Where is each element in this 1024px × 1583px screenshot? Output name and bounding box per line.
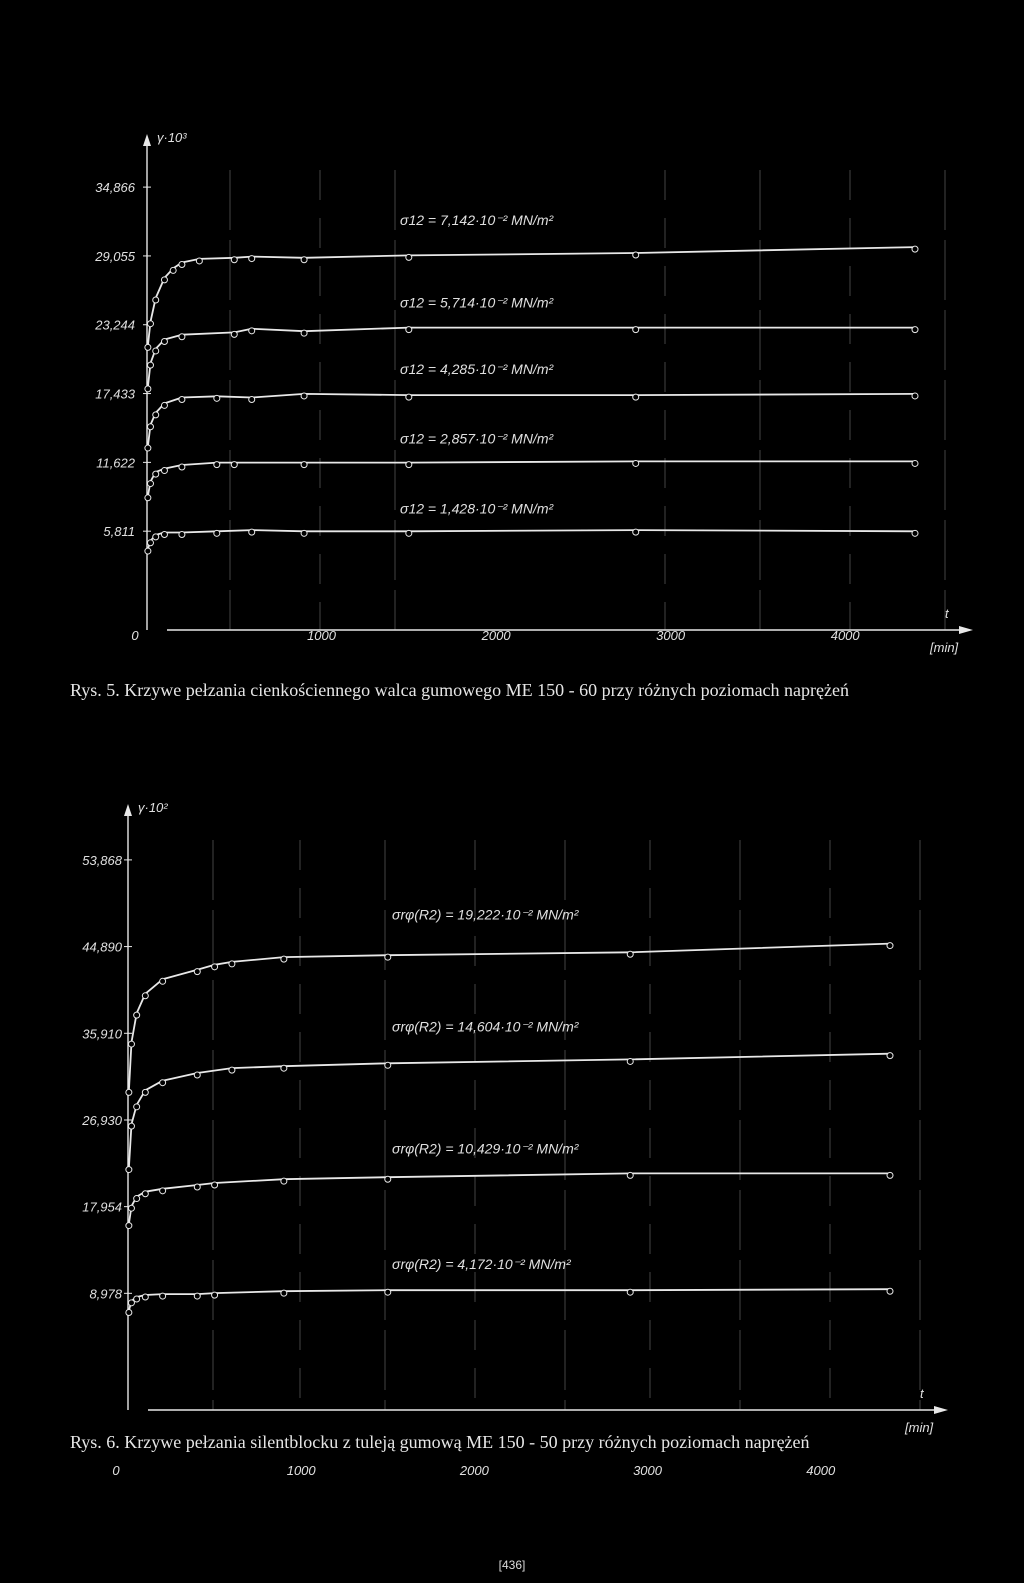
data-point [385,1062,391,1068]
x-axis-unit: [min] [905,1420,934,1435]
x-tick-label: 3000 [633,1463,663,1478]
data-point [912,246,918,252]
data-point [231,257,237,263]
data-point [147,321,153,327]
y-tick-label: 34,866 [95,180,135,196]
data-point [153,534,159,540]
data-point [212,1182,218,1188]
data-point [194,969,200,975]
data-point [134,1012,140,1018]
data-point [249,328,255,334]
data-point [231,331,237,337]
data-point [249,397,255,403]
data-point [633,460,639,466]
data-point [406,254,412,260]
data-point [161,402,167,408]
data-point [912,530,918,536]
data-point [179,334,185,340]
data-point [249,256,255,262]
series-line-4 [148,461,915,495]
caption-rys-5: Rys. 5. Krzywe pełzania cienkościennego walca gumowego ME 150 - 60 przy różnych poziomach naprężeń [70,680,850,700]
x-axis-arrow [934,1406,948,1414]
series-label-3: σrφ(R2) = 10,429·10⁻² MN/m² [392,1140,579,1157]
x-tick-label: 2000 [459,1463,489,1478]
y-tick-label: 5,811 [103,524,135,540]
data-point [194,1293,200,1299]
data-point [179,262,185,268]
data-point [406,327,412,333]
data-point [160,978,166,984]
data-point [179,397,185,403]
data-point [627,1289,633,1295]
data-point [147,481,153,487]
data-point [301,530,307,536]
data-point [887,943,893,949]
data-point [281,956,287,962]
data-point [194,1184,200,1190]
caption-rys-6: Rys. 6. Krzywe pełzania silentblocku z tuleją gumową ME 150 - 50 przy różnych poziomach naprężeń [70,1432,810,1452]
data-point [627,1058,633,1064]
data-point [633,327,639,333]
y-tick-label: 26,930 [82,1112,122,1128]
x-axis-label: t [945,606,949,621]
series-label-1: σ12 = 7,142·10⁻² MN/m² [400,212,554,229]
data-point [385,1289,391,1295]
data-point [912,460,918,466]
y-tick-label: 35,910 [82,1026,122,1042]
y-tick-label: 8,978 [89,1286,122,1302]
data-point [212,1292,218,1298]
data-point [301,330,307,336]
data-point [160,1080,166,1086]
data-point [633,529,639,535]
data-point [385,1176,391,1182]
data-point [385,954,391,960]
x-tick-label: 2000 [481,628,511,643]
x-axis-label: t [920,1386,924,1401]
data-point [161,468,167,474]
x-axis-unit: [min] [930,640,959,655]
data-point [160,1188,166,1194]
data-point [301,393,307,399]
data-point [281,1065,287,1071]
data-point [194,1072,200,1078]
series-label-4: σ12 = 2,857·10⁻² MN/m² [400,430,554,447]
data-point [627,951,633,957]
x-axis-arrow [959,626,973,634]
data-point [128,1205,134,1211]
data-point [249,529,255,535]
series-line-4 [129,1289,890,1310]
data-point [147,362,153,368]
data-point [142,1191,148,1197]
data-point [887,1172,893,1178]
x-tick-label: 4000 [806,1463,836,1478]
data-point [145,386,151,392]
y-axis-label: γ·10² [138,800,168,815]
data-point [134,1196,140,1202]
series-label-4: σrφ(R2) = 4,172·10⁻² MN/m² [392,1256,571,1273]
data-point [406,530,412,536]
series-label-5: σ12 = 1,428·10⁻² MN/m² [400,500,554,517]
data-point [406,394,412,400]
chart-rys-5 [0,0,1024,680]
series-line-2 [148,328,915,387]
series-label-1: σrφ(R2) = 19,222·10⁻² MN/m² [392,906,579,923]
data-point [229,961,235,967]
data-point [153,412,159,418]
data-point [126,1223,132,1229]
y-tick-label: 23,244 [95,317,135,333]
data-point [161,532,167,538]
data-point [153,297,159,303]
data-point [128,1041,134,1047]
data-point [145,495,151,501]
x-tick-label: 0 [131,628,139,643]
page-number: [436] [498,1558,526,1572]
data-point [142,993,148,999]
x-tick-label: 1000 [286,1463,316,1478]
data-point [627,1172,633,1178]
data-point [153,471,159,477]
data-point [161,277,167,283]
y-axis-label: γ·10³ [157,130,187,145]
y-tick-label: 29,055 [95,248,135,264]
series-line-5 [148,530,915,549]
data-point [134,1296,140,1302]
data-point [161,338,167,344]
data-point [301,257,307,263]
data-point [229,1067,235,1073]
data-point [145,548,151,554]
data-point [214,395,220,401]
data-point [147,424,153,430]
series-line-3 [129,1173,890,1223]
data-point [142,1089,148,1095]
y-axis-arrow [124,804,132,816]
data-point [128,1300,134,1306]
x-tick-label: 4000 [830,628,860,643]
x-tick-label: 0 [112,1463,120,1478]
data-point [214,530,220,536]
x-tick-label: 1000 [307,628,337,643]
y-tick-label: 17,433 [95,386,135,402]
data-point [126,1167,132,1173]
data-point [406,462,412,468]
data-point [179,464,185,470]
data-point [126,1089,132,1095]
data-point [145,344,151,350]
data-point [126,1309,132,1315]
data-point [196,258,202,264]
data-point [128,1123,134,1129]
data-point [912,393,918,399]
series-label-2: σrφ(R2) = 14,604·10⁻² MN/m² [392,1018,579,1035]
y-tick-label: 17,954 [82,1199,122,1215]
data-point [179,532,185,538]
data-point [231,462,237,468]
data-point [134,1104,140,1110]
y-tick-label: 11,622 [96,455,135,471]
data-point [281,1290,287,1296]
data-point [147,540,153,546]
data-point [212,964,218,970]
data-point [214,462,220,468]
data-point [145,445,151,451]
series-label-3: σ12 = 4,285·10⁻² MN/m² [400,360,554,377]
data-point [160,1293,166,1299]
data-point [633,252,639,258]
data-point [281,1178,287,1184]
data-point [301,462,307,468]
x-tick-label: 3000 [656,628,686,643]
data-point [912,327,918,333]
data-point [170,267,176,273]
y-axis-arrow [143,134,151,146]
y-tick-label: 44,890 [82,939,122,955]
y-tick-label: 53,868 [82,852,122,868]
data-point [153,348,159,354]
series-label-2: σ12 = 5,714·10⁻² MN/m² [400,294,554,311]
data-point [633,394,639,400]
data-point [142,1294,148,1300]
data-point [887,1288,893,1294]
data-point [887,1053,893,1059]
